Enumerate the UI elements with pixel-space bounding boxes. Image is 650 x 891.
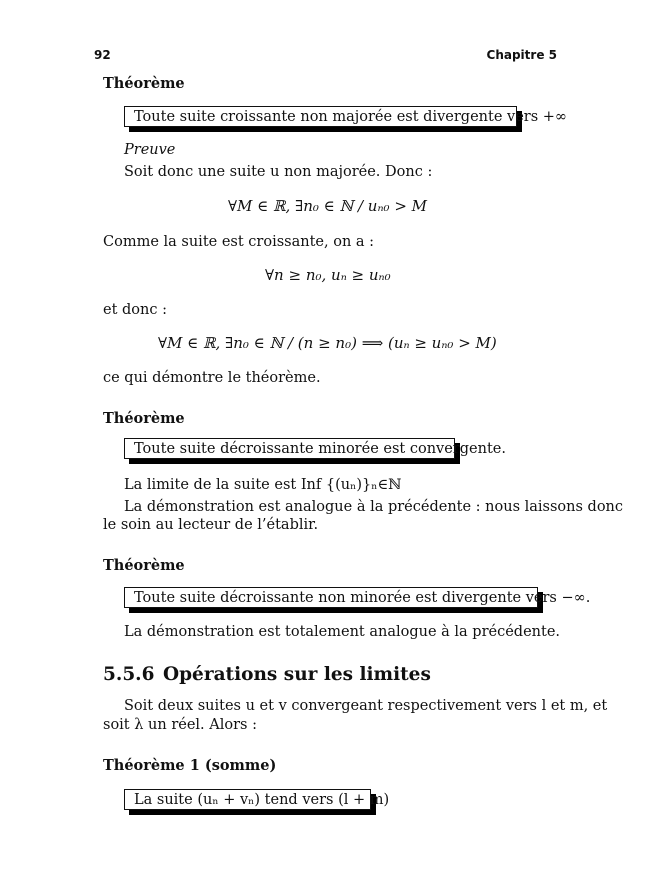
paragraph-line: et donc :	[103, 302, 167, 318]
section-title: Opérations sur les limites	[163, 664, 431, 685]
equation: ∀M ∈ ℝ, ∃n₀ ∈ ℕ / uₙ₀ > M	[228, 197, 428, 215]
proof-line: Soit donc une suite u non majorée. Donc :	[124, 164, 433, 180]
paragraph-line: soit λ un réel. Alors :	[103, 717, 257, 733]
paragraph-line: ce qui démontre le théorème.	[103, 370, 321, 386]
theorem-title: Théorème 1 (somme)	[103, 757, 277, 774]
theorem-title: Théorème	[103, 410, 185, 427]
theorem-statement-box: Toute suite croissante non majorée est divergente vers +∞	[124, 106, 517, 127]
theorem-statement-box: La suite (uₙ + vₙ) tend vers (l + m)	[124, 789, 371, 810]
theorem-title: Théorème	[103, 557, 185, 574]
chapter-label: Chapitre 5	[486, 48, 557, 62]
section-number: 5.5.6	[103, 664, 155, 685]
page-number: 92	[94, 48, 111, 62]
theorem-statement-box: Toute suite décroissante non minorée est divergente vers −∞.	[124, 587, 538, 608]
proof-label: Preuve	[124, 142, 176, 158]
paragraph-line: La démonstration est totalement analogue à la précédente.	[124, 624, 561, 640]
theorem-title: Théorème	[103, 75, 185, 92]
paragraph-line: Soit deux suites u et v convergeant respectivement vers l et m, et	[124, 698, 608, 714]
paragraph-line: La limite de la suite est Inf {(uₙ)}ₙ∈ℕ	[124, 477, 402, 493]
paragraph-line: Comme la suite est croissante, on a :	[103, 234, 375, 250]
equation: ∀n ≥ n₀, uₙ ≥ uₙ₀	[265, 266, 391, 284]
paragraph-line: le soin au lecteur de l’établir.	[103, 517, 319, 533]
section-heading	[103, 664, 431, 685]
paragraph-line: La démonstration est analogue à la précédente : nous laissons donc	[124, 499, 624, 515]
theorem-statement-box: Toute suite décroissante minorée est convergente.	[124, 438, 455, 459]
equation: ∀M ∈ ℝ, ∃n₀ ∈ ℕ / (n ≥ n₀) ⟹ (uₙ ≥ uₙ₀ > M)	[158, 334, 497, 352]
